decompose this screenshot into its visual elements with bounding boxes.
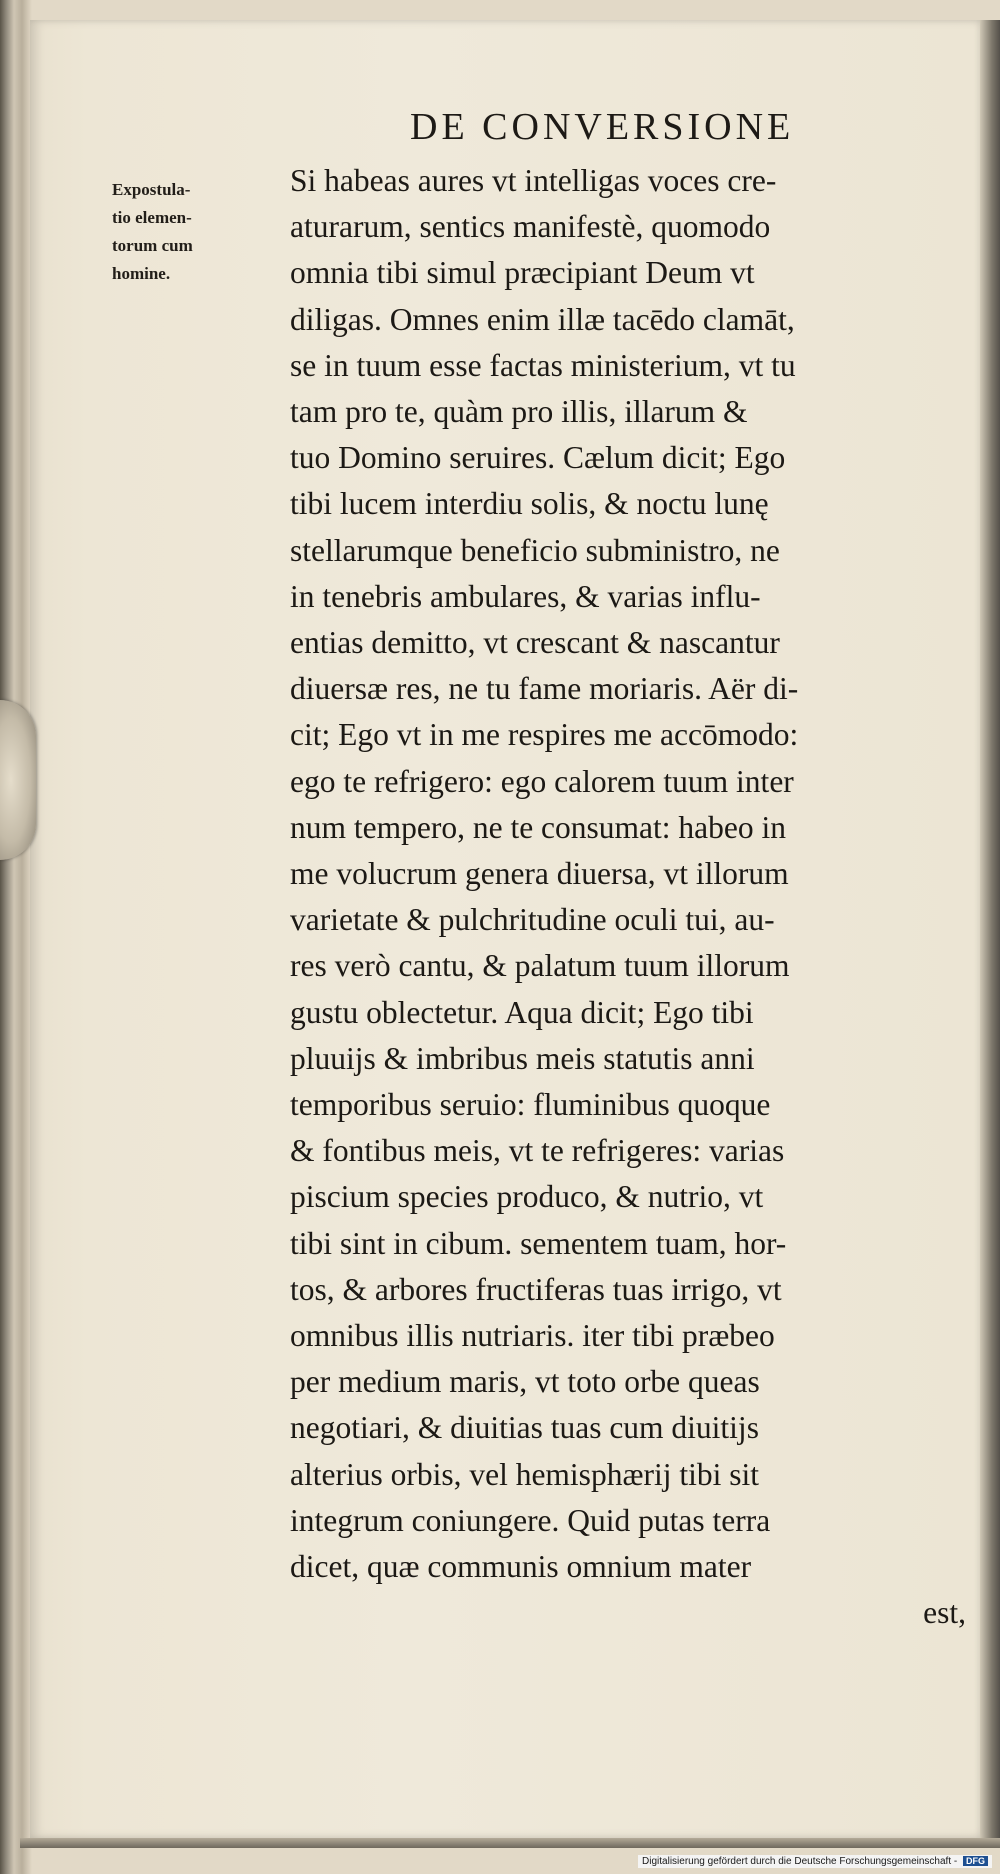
text-line: gustu oblectetur. Aqua dicit; Ego tibi <box>290 994 754 1030</box>
text-line: omnia tibi simul præcipiant Deum vt <box>290 255 755 291</box>
text-line: temporibus seruio: fluminibus quoque <box>290 1087 771 1123</box>
text-line: pluuijs & imbribus meis statutis anni <box>290 1040 755 1076</box>
text-line: piscium species produco, & nutrio, vt <box>290 1179 764 1215</box>
text-line: me volucrum genera diuersa, vt illorum <box>290 856 789 892</box>
digitization-credit-text: Digitalisierung gefördert durch die Deutsche Forschungsgemeinschaft - <box>642 1856 958 1867</box>
text-line: cit; Ego vt in me respires me accōmodo: <box>290 717 799 753</box>
marginal-note-line: Expostula- <box>112 180 191 199</box>
marginal-note <box>112 176 287 288</box>
page-edge-shadow <box>980 20 1000 1838</box>
text-line: aturarum, sentics manifestè, quomodo <box>290 209 771 245</box>
text-line: diligas. Omnes enim illæ tacēdo clamāt, <box>290 301 795 337</box>
running-head: DE CONVERSIONE <box>410 106 795 148</box>
dfg-logo: DFG <box>963 1856 988 1866</box>
catchword: est, <box>923 1595 966 1631</box>
text-line: Si habeas aures vt intelligas voces cre- <box>290 163 777 198</box>
text-line: num tempero, ne te consumat: habeo in <box>290 809 786 845</box>
text-line: ego te refrigero: ego calorem tuum inter <box>290 763 794 799</box>
marginal-note-line: torum cum <box>112 236 193 255</box>
page-bottom-edge <box>20 1838 1000 1848</box>
text-line: tos, & arbores fructiferas tuas irrigo, vt <box>290 1271 782 1307</box>
text-line: integrum coniungere. Quid putas terra <box>290 1502 771 1538</box>
marginal-note-line: homine. <box>112 264 171 283</box>
text-line: res verò cantu, & palatum tuum illorum <box>290 948 790 984</box>
text-line: omnibus illis nutriaris. iter tibi præbeo <box>290 1318 775 1354</box>
body-text <box>290 158 980 1637</box>
text-line: tuo Domino seruires. Cælum dicit; Ego <box>290 440 786 476</box>
text-line: per medium maris, vt toto orbe queas <box>290 1364 760 1400</box>
text-line: dicet, quæ communis omnium mater <box>290 1549 752 1585</box>
text-line: se in tuum esse factas ministerium, vt tu <box>290 347 796 383</box>
text-line: tam pro te, quàm pro illis, illarum & <box>290 394 748 430</box>
text-line: varietate & pulchritudine oculi tui, au- <box>290 902 775 938</box>
text-line: & fontibus meis, vt te refrigeres: varias <box>290 1133 785 1169</box>
text-line: alterius orbis, vel hemisphærij tibi sit <box>290 1456 759 1492</box>
text-line: tibi sint in cibum. sementem tuam, hor- <box>290 1225 787 1261</box>
text-line: in tenebris ambulares, & varias influ- <box>290 578 761 614</box>
book-clasp-icon <box>0 700 36 860</box>
digitization-credit <box>638 1855 992 1868</box>
text-line: negotiari, & diuitias tuas cum diuitijs <box>290 1410 759 1446</box>
text-line: diuersæ res, ne tu fame moriaris. Aër di- <box>290 671 799 707</box>
text-line: stellarumque beneficio subministro, ne <box>290 532 780 568</box>
text-line: entias demitto, vt crescant & nascantur <box>290 625 780 661</box>
marginal-note-line: tio elemen- <box>112 208 192 227</box>
text-line: tibi lucem interdiu solis, & noctu lunę <box>290 486 769 522</box>
